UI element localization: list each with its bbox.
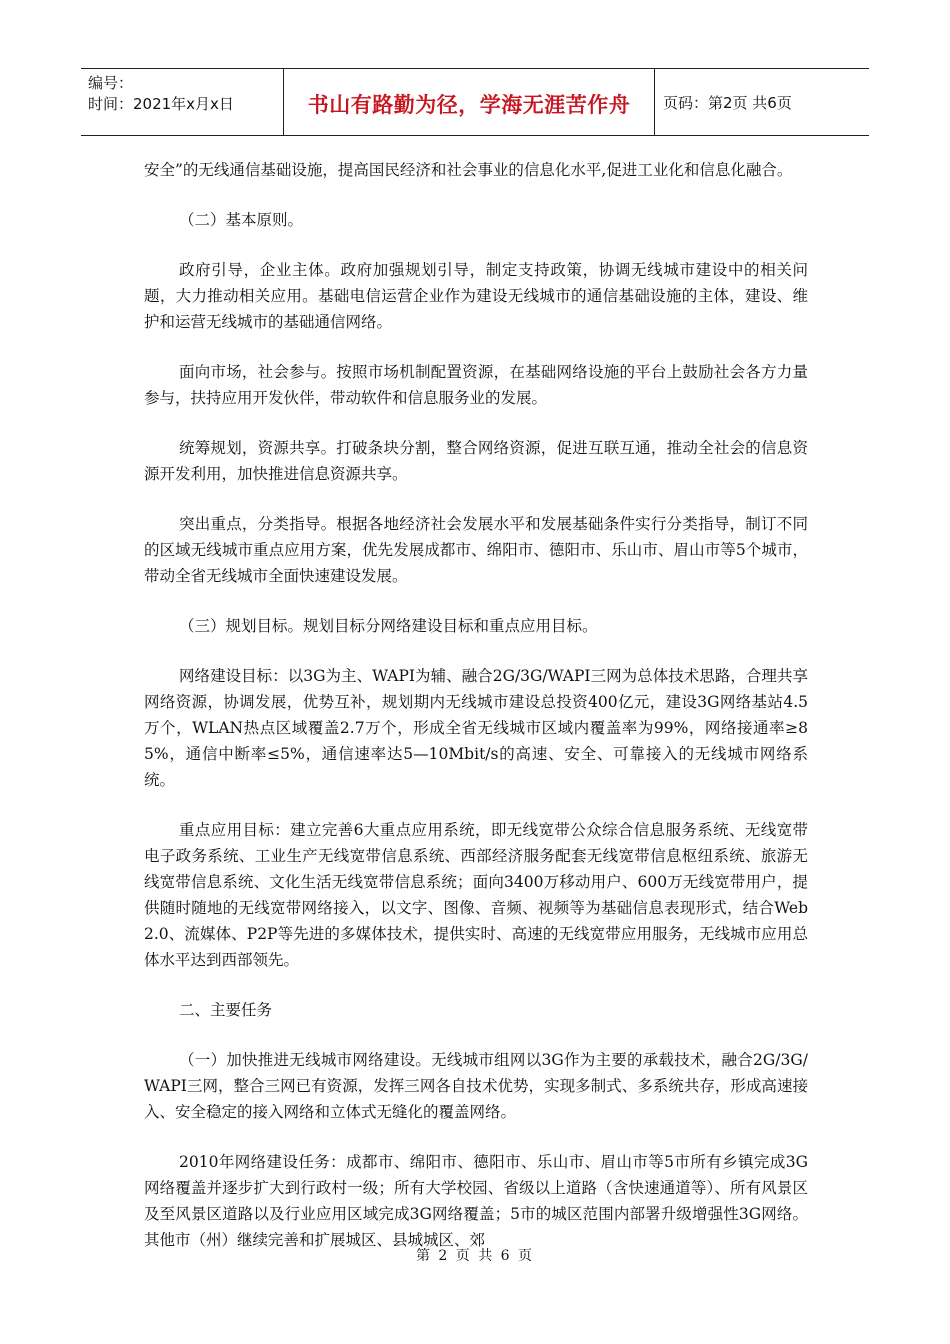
section-heading: （三）规划目标。规划目标分网络建设目标和重点应用目标。 bbox=[179, 617, 598, 635]
paragraph: 网络建设目标：以3G为主、WAPI为辅、融合2G/3G/WAPI三网为总体技术思路，合理共享网络资源，协调发展，优势互补，规划期内无线城市建设总投资400亿元，建设3G网络基站4.5万个，WLAN热点区域覆盖2.7万个，形成全省无线城市区域内覆盖率为99%，网络接通率≥85%，通信中断率≤5%，通信速率达5—10Mbit/s的高速、安全、可靠接入的无线城市网络系统。 bbox=[144, 667, 808, 789]
header-page-info: 页码：第2页 共6页 bbox=[663, 93, 792, 112]
header-motto-cell bbox=[284, 69, 655, 135]
section-heading: （二）基本原则。 bbox=[179, 211, 304, 229]
paragraph: 重点应用目标：建立完善6大重点应用系统，即无线宽带公众综合信息服务系统、无线宽带电子政务系统、工业生产无线宽带信息系统、西部经济服务配套无线宽带信息枢纽系统、旅游无线宽带信息系统、文化生活无线宽带信息系统；面向3400万移动用户、600万无线宽带用户，提供随时随地的无线宽带网络接入，以文字、图像、音频、视频等为基础信息表现形式，结合Web2.0、流媒体、P2P等先进的多媒体技术，提供实时、高速的无线宽带应用服务，无线城市应用总体水平达到西部领先。 bbox=[144, 821, 808, 969]
paragraph: 安全”的无线通信基础设施，提高国民经济和社会事业的信息化水平,促进工业化和信息化融合。 bbox=[144, 161, 793, 179]
paragraph: 统筹规划，资源共享。打破条块分割，整合网络资源，促进互联互通，推动全社会的信息资源开发利用，加快推进信息资源共享。 bbox=[144, 439, 808, 483]
document-header bbox=[81, 68, 869, 136]
header-motto: 书山有路勤为径，学海无涯苦作舟 bbox=[307, 93, 631, 117]
document-number-label: 编号： bbox=[88, 74, 134, 92]
header-page-cell bbox=[655, 69, 869, 135]
document-time-label: 时间：2021年x月x日 bbox=[88, 95, 234, 113]
header-meta-cell bbox=[81, 69, 284, 135]
paragraph: 突出重点，分类指导。根据各地经济社会发展水平和发展基础条件实行分类指导，制订不同的区域无线城市重点应用方案，优先发展成都市、绵阳市、德阳市、乐山市、眉山市等5个城市，带动全省无线城市全面快速建设发展。 bbox=[144, 515, 808, 585]
document-body bbox=[144, 157, 808, 1277]
paragraph: 2010年网络建设任务：成都市、绵阳市、德阳市、乐山市、眉山市等5市所有乡镇完成3G网络覆盖并逐步扩大到行政村一级；所有大学校园、省级以上道路（含快速通道等）、所有风景区及至风景区道路以及行业应用区域完成3G网络覆盖；5市的城区范围内部署升级增强性3G网络。其他市（州）继续完善和扩展城区、县城城区、郊 bbox=[144, 1153, 808, 1249]
paragraph: 面向市场，社会参与。按照市场机制配置资源，在基础网络设施的平台上鼓励社会各方力量参与，扶持应用开发伙伴，带动软件和信息服务业的发展。 bbox=[144, 363, 808, 407]
paragraph: 政府引导，企业主体。政府加强规划引导，制定支持政策，协调无线城市建设中的相关问题，大力推动相关应用。基础电信运营企业作为建设无线城市的通信基础设施的主体，建设、维护和运营无线城市的基础通信网络。 bbox=[144, 261, 808, 331]
section-heading: 二、主要任务 bbox=[179, 1001, 273, 1019]
paragraph: （一）加快推进无线城市网络建设。无线城市组网以3G作为主要的承载技术，融合2G/3G/WAPI三网，整合三网已有资源，发挥三网各自技术优势，实现多制式、多系统共存，形成高速接入、安全稳定的接入网络和立体式无缝化的覆盖网络。 bbox=[144, 1051, 808, 1121]
footer-page-number: 第 2 页 共 6 页 bbox=[415, 1248, 535, 1264]
page-footer bbox=[0, 1245, 950, 1265]
